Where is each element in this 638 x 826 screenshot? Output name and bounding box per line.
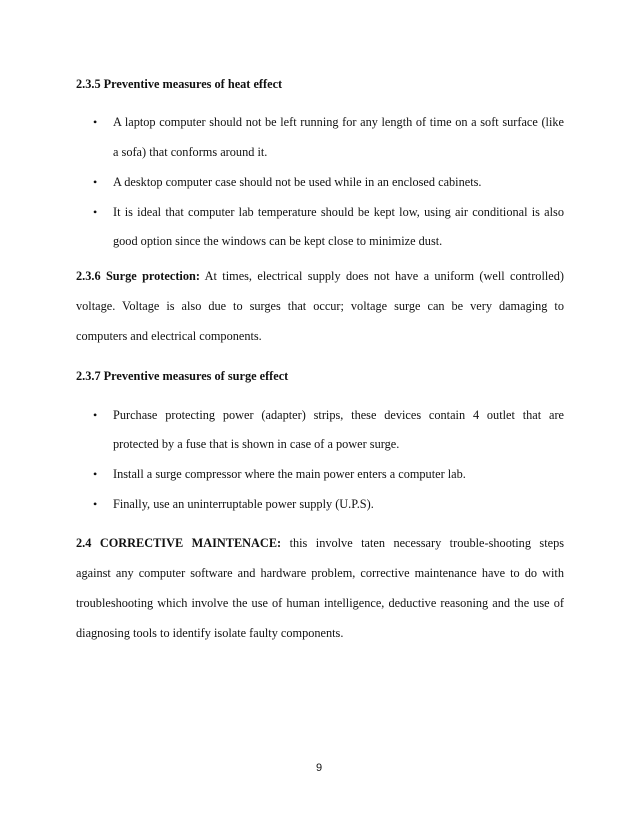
section-heading-2-3-5: 2.3.5 Preventive measures of heat effect: [76, 77, 283, 91]
paragraph-line: computers and electrical components.: [76, 329, 262, 343]
bullet-marker: •: [93, 408, 98, 422]
bullet-text: Finally, use an uninterruptable power supply (U.P.S).: [113, 497, 374, 511]
paragraph-text: At times, electrical supply does not have a uniform (well controlled): [199, 269, 564, 283]
bullet-text: It is ideal that computer lab temperature should be kept low, using air conditional is also: [113, 205, 564, 219]
paragraph-line: voltage. Voltage is also due to surges that occur; voltage surge can be very damaging to: [76, 299, 564, 313]
bullet-text: Purchase protecting power (adapter) strips, these devices contain 4 outlet that are: [113, 408, 564, 422]
bullet-marker: •: [93, 497, 98, 511]
document-page: [76, 0, 564, 826]
paragraph-line: troubleshooting which involve the use of human intelligence, deductive reasoning and the use of: [76, 596, 564, 610]
bullet-text: A laptop computer should not be left running for any length of time on a soft surface (like: [113, 115, 564, 129]
section-heading-2-3-7: 2.3.7 Preventive measures of surge effect: [76, 369, 289, 383]
bullet-text-continued: a sofa) that conforms around it.: [113, 145, 268, 159]
paragraph-text: this involve taten necessary trouble-shooting steps: [281, 536, 565, 550]
paragraph-line: diagnosing tools to identify isolate faulty components.: [76, 626, 344, 640]
bullet-marker: •: [93, 175, 98, 189]
paragraph-line: [76, 268, 564, 284]
bullet-text-continued: protected by a fuse that is shown in case of a power surge.: [113, 437, 400, 451]
section-heading-2-4: 2.4 CORRECTIVE MAINTENACE:: [76, 536, 282, 550]
bullet-text: Install a surge compressor where the main power enters a computer lab.: [113, 467, 466, 481]
bullet-marker: •: [93, 205, 98, 219]
paragraph-line: against any computer software and hardware problem, corrective maintenance have to do with: [76, 566, 564, 580]
section-heading-2-3-6: 2.3.6 Surge protection:: [76, 269, 200, 283]
bullet-marker: •: [93, 115, 98, 129]
bullet-text: A desktop computer case should not be used while in an enclosed cabinets.: [113, 175, 482, 189]
bullet-marker: •: [93, 467, 98, 481]
page-number: 9: [315, 762, 323, 774]
paragraph-line: [76, 535, 564, 551]
bullet-text-continued: good option since the windows can be kept close to minimize dust.: [113, 234, 443, 248]
